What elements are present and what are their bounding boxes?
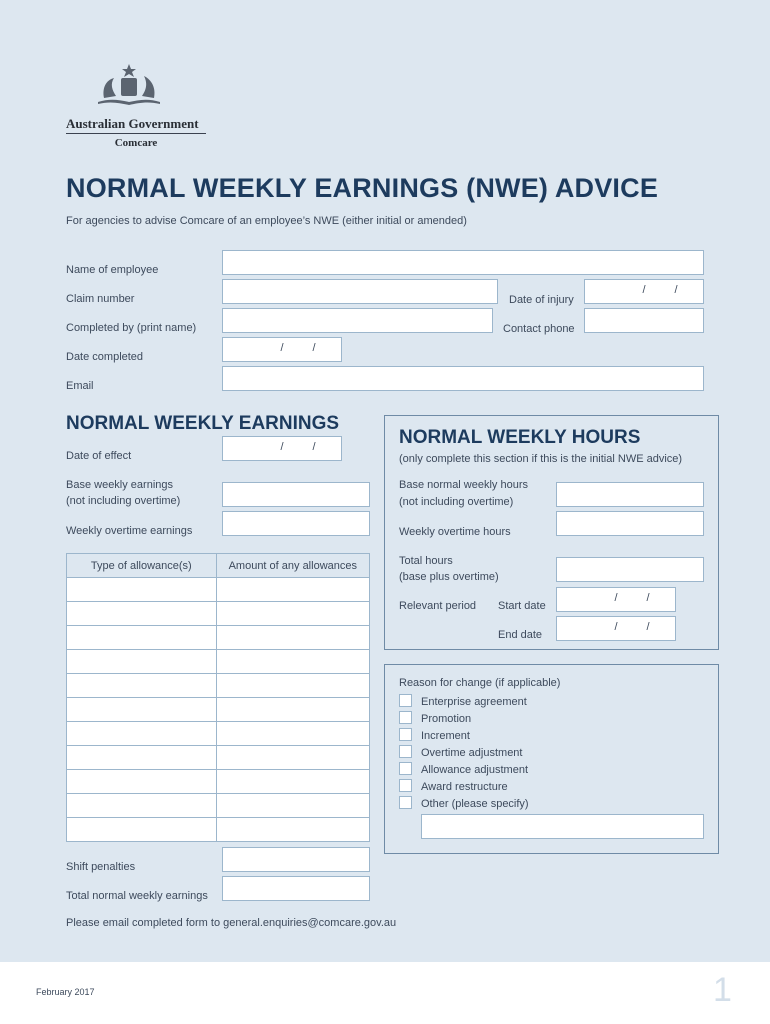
allowance-type-cell[interactable] (67, 650, 217, 674)
allowance-type-cell[interactable] (67, 626, 217, 650)
table-row (67, 722, 370, 746)
allowance-type-header: Type of allowance(s) (67, 554, 217, 578)
allowance-amount-cell[interactable] (216, 818, 369, 842)
allowance-adjustment-checkbox[interactable] (399, 762, 412, 775)
total-earnings-label: Total normal weekly earnings (66, 890, 208, 902)
table-row (67, 602, 370, 626)
allowance-amount-header: Amount of any allowances (216, 554, 369, 578)
allowance-type-cell[interactable] (67, 746, 217, 770)
overtime-hours-label: Weekly overtime hours (399, 526, 511, 538)
other-specify-field[interactable] (421, 814, 704, 839)
table-row (67, 746, 370, 770)
table-row (67, 626, 370, 650)
table-row (67, 794, 370, 818)
allowance-amount-cell[interactable] (216, 794, 369, 818)
end-date-field[interactable]: / / (556, 616, 676, 641)
email-label: Email (66, 380, 94, 392)
overtime-earnings-label: Weekly overtime earnings (66, 525, 193, 537)
logo-divider (66, 133, 206, 134)
completed-by-field[interactable] (222, 308, 493, 333)
allowances-table (66, 553, 370, 842)
hours-heading: NORMAL WEEKLY HOURS (399, 427, 641, 448)
logo-government-text: Australian Government (66, 116, 199, 131)
allowance-type-cell[interactable] (67, 578, 217, 602)
start-date-label: Start date (498, 600, 546, 612)
base-hours-label-2: (not including overtime) (399, 496, 514, 508)
employee-name-field[interactable] (222, 250, 704, 275)
overtime-earnings-field[interactable] (222, 511, 370, 536)
table-row (67, 770, 370, 794)
allowance-type-cell[interactable] (67, 698, 217, 722)
contact-phone-field[interactable] (584, 308, 704, 333)
allowance-amount-cell[interactable] (216, 698, 369, 722)
allowance-amount-cell[interactable] (216, 602, 369, 626)
relevant-period-label: Relevant period (399, 600, 477, 612)
enterprise-agreement-label: Enterprise agreement (421, 696, 527, 708)
overtime-hours-field[interactable] (556, 511, 704, 536)
allowance-amount-cell[interactable] (216, 626, 369, 650)
allowance-amount-cell[interactable] (216, 746, 369, 770)
reason-heading: Reason for change (if applicable) (399, 677, 561, 689)
end-date-label: End date (498, 629, 543, 641)
contact-phone-label: Contact phone (503, 323, 575, 335)
completed-by-label: Completed by (print name) (66, 322, 197, 334)
allowance-type-cell[interactable] (67, 818, 217, 842)
table-row (67, 818, 370, 842)
date-completed-field[interactable]: / / (222, 337, 342, 362)
base-hours-field[interactable] (556, 482, 704, 507)
footer-date: February 2017 (36, 987, 95, 997)
start-date-field[interactable]: / / (556, 587, 676, 612)
table-row (67, 698, 370, 722)
email-instruction: Please email completed form to general.enquiries@comcare.gov.au (66, 917, 397, 929)
shift-penalties-label: Shift penalties (66, 861, 136, 873)
table-row (67, 578, 370, 602)
hours-note: (only complete this section if this is the initial NWE advice) (399, 453, 683, 465)
logo-comcare-text: Comcare (114, 137, 158, 149)
allowance-type-cell[interactable] (67, 602, 217, 626)
total-hours-label-1: Total hours (399, 555, 453, 567)
promotion-label: Promotion (421, 713, 472, 725)
table-row (67, 674, 370, 698)
enterprise-agreement-checkbox[interactable] (399, 694, 412, 707)
date-of-effect-label: Date of effect (66, 450, 132, 462)
allowance-amount-cell[interactable] (216, 770, 369, 794)
shift-penalties-field[interactable] (222, 847, 370, 872)
increment-label: Increment (421, 730, 470, 742)
increment-checkbox[interactable] (399, 728, 412, 741)
page-number: 1 (713, 971, 732, 1009)
page-title: NORMAL WEEKLY EARNINGS (NWE) ADVICE (66, 173, 659, 203)
allowance-adjustment-label: Allowance adjustment (421, 764, 529, 776)
overtime-adjustment-label: Overtime adjustment (421, 747, 523, 759)
allowance-amount-cell[interactable] (216, 650, 369, 674)
date-of-injury-label: Date of injury (509, 294, 574, 306)
award-restructure-label: Award restructure (421, 781, 508, 793)
date-completed-label: Date completed (66, 351, 144, 363)
coat-of-arms-logo (96, 62, 162, 108)
page-subtitle: For agencies to advise Comcare of an employee’s NWE (either initial or amended) (66, 215, 467, 227)
total-earnings-field[interactable] (222, 876, 370, 901)
base-earnings-field[interactable] (222, 482, 370, 507)
allowance-amount-cell[interactable] (216, 578, 369, 602)
other-checkbox[interactable] (399, 796, 412, 809)
earnings-heading: NORMAL WEEKLY EARNINGS (66, 413, 340, 434)
base-earnings-label-1: Base weekly earnings (66, 479, 174, 491)
date-of-injury-field[interactable]: / / (584, 279, 704, 304)
allowance-type-cell[interactable] (67, 770, 217, 794)
total-hours-label-2: (base plus overtime) (399, 571, 499, 583)
table-row (67, 650, 370, 674)
allowance-type-cell[interactable] (67, 674, 217, 698)
award-restructure-checkbox[interactable] (399, 779, 412, 792)
claim-number-field[interactable] (222, 279, 498, 304)
allowance-type-cell[interactable] (67, 794, 217, 818)
claim-number-label: Claim number (66, 293, 135, 305)
allowance-amount-cell[interactable] (216, 722, 369, 746)
base-earnings-label-2: (not including overtime) (66, 495, 181, 507)
allowance-amount-cell[interactable] (216, 674, 369, 698)
overtime-adjustment-checkbox[interactable] (399, 745, 412, 758)
employee-name-label: Name of employee (66, 264, 159, 276)
promotion-checkbox[interactable] (399, 711, 412, 724)
total-hours-field[interactable] (556, 557, 704, 582)
date-of-effect-field[interactable]: / / (222, 436, 342, 461)
email-field[interactable] (222, 366, 704, 391)
allowance-type-cell[interactable] (67, 722, 217, 746)
other-label: Other (please specify) (421, 798, 529, 810)
base-hours-label-1: Base normal weekly hours (399, 479, 529, 491)
